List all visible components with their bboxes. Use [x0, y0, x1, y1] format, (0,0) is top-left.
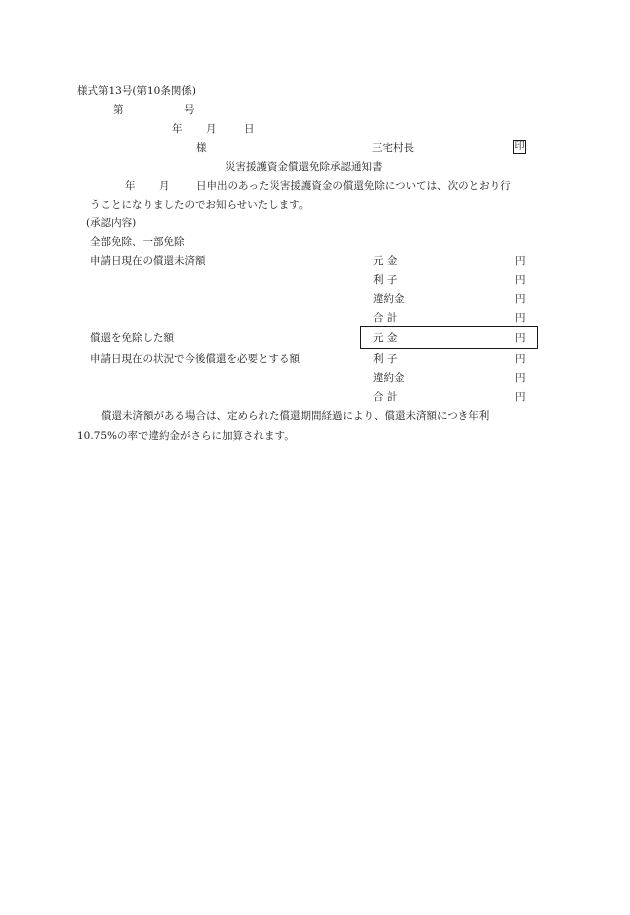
unpaid-label: 申請日現在の償還未済額 — [90, 255, 206, 267]
unpaid-principal-unit: 円 — [515, 255, 526, 267]
unpaid-total-item: 合 計 — [373, 312, 398, 324]
issuer-name: 三宅村長 — [372, 142, 414, 154]
body-year: 年 — [125, 180, 136, 192]
future-penalty-unit: 円 — [515, 372, 526, 384]
form-number: 様式第13号(第10条関係) — [77, 85, 196, 97]
number-dai: 第 — [113, 104, 124, 116]
future-interest-unit: 円 — [515, 353, 526, 365]
seal-box — [513, 140, 526, 154]
future-penalty-item: 違約金 — [373, 372, 405, 384]
unpaid-interest-item: 利 子 — [373, 274, 398, 286]
seal-label: 印 — [514, 141, 525, 152]
date-month: 月 — [206, 123, 217, 135]
unpaid-total-unit: 円 — [515, 312, 526, 324]
body-line1: 日申出のあった災害援護資金の償還免除については、次のとおり行 — [196, 180, 511, 192]
future-total-unit: 円 — [515, 391, 526, 403]
unpaid-principal-item: 元 金 — [373, 255, 398, 267]
body-line2: うことになりましたのでお知らせいたします。 — [90, 199, 310, 211]
date-day: 日 — [244, 123, 255, 135]
future-interest-item: 利 子 — [373, 353, 398, 365]
unpaid-penalty-item: 違約金 — [373, 293, 405, 305]
waived-principal-item: 元 金 — [373, 332, 398, 344]
future-label: 申請日現在の状況で今後償還を必要とする額 — [90, 353, 300, 365]
future-total-item: 合 計 — [373, 391, 398, 403]
approval-header: (承認内容) — [86, 217, 137, 229]
exemption-type: 全部免除、一部免除 — [90, 236, 185, 248]
addressee-sama: 様 — [196, 142, 207, 154]
waived-principal-unit: 円 — [515, 332, 526, 344]
number-go: 号 — [184, 104, 195, 116]
unpaid-interest-unit: 円 — [515, 274, 526, 286]
note-line2: 10.75%の率で違約金がさらに加算されます。 — [77, 430, 295, 442]
body-month: 月 — [159, 180, 170, 192]
date-year: 年 — [172, 123, 183, 135]
document-title: 災害援護資金償還免除承認通知書 — [225, 161, 383, 173]
waived-label: 償還を免除した額 — [90, 332, 174, 344]
unpaid-penalty-unit: 円 — [515, 293, 526, 305]
note-line1: 償還未済額がある場合は、定められた償還期間経過により、償還未済額につき年利 — [101, 410, 490, 422]
